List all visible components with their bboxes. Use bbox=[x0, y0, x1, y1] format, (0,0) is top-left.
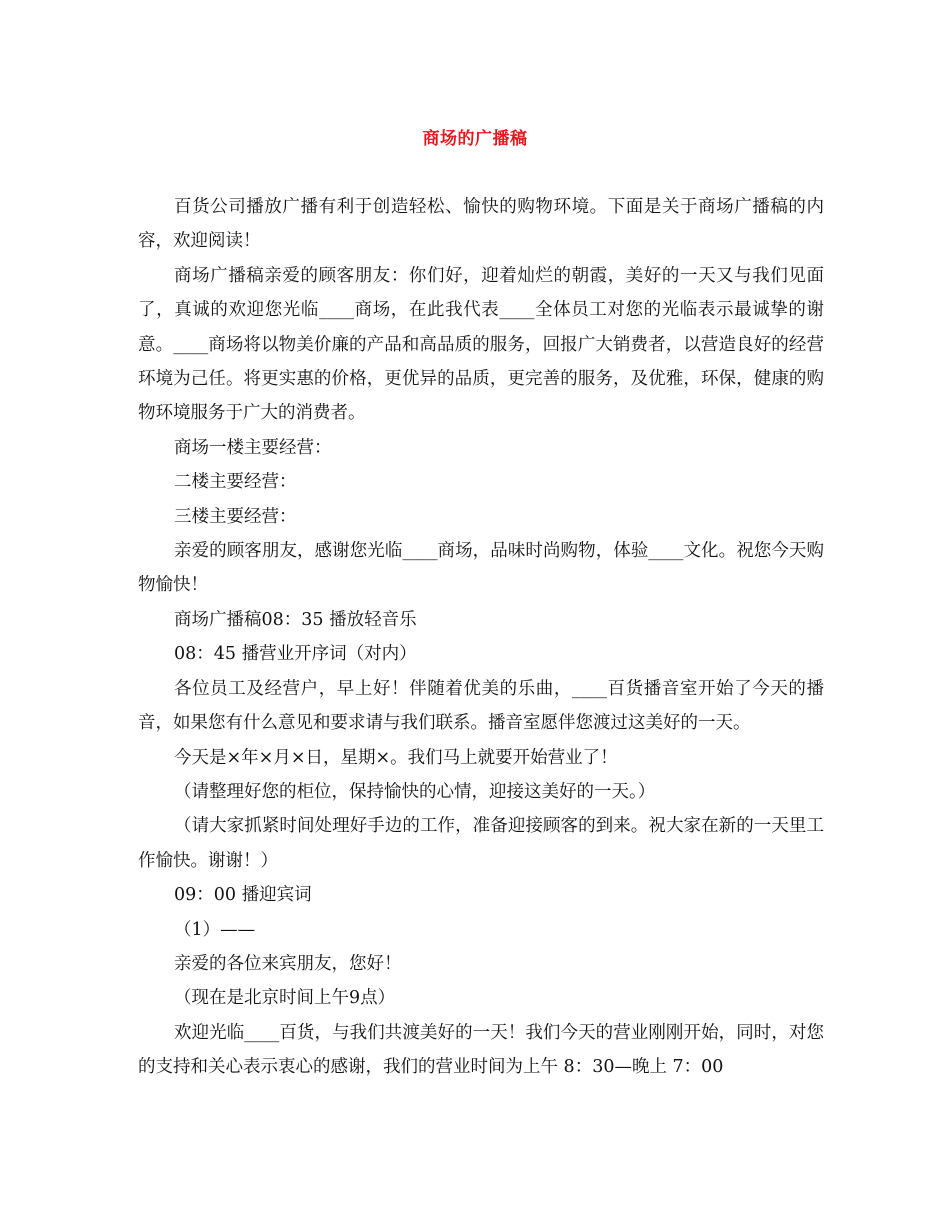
paragraph-item-1: （1）—— bbox=[174, 919, 256, 940]
paragraph-thanks: 亲爱的顾客朋友，感谢您光临____商场，品味时尚购物，体验____文化。祝您今天购物愉快！ bbox=[138, 541, 824, 596]
paragraph-date: 今天是×年×月×日，星期×。我们马上就要开始营业了！ bbox=[174, 747, 618, 768]
paragraph-intro: 百货公司播放广播有利于创造轻松、愉快的购物环境。下面是关于商场广播稿的内容，欢迎阅读！ bbox=[138, 197, 824, 252]
paragraph-greeting: 商场广播稿亲爱的顾客朋友：你们好，迎着灿烂的朝霞，美好的一天又与我们见面了，真诚的欢迎您光临____商场，在此我代表____全体员工对您的光临表示最诚挚的谢意。____商场将以物美价廉的产品和高品质的服务，回报广大销费者，以营造良好的经营环境为己任。将更实惠的价格，更优异的品质，更完善的服务，及优雅，环保，健康的购物环境服务于广大的消费者。 bbox=[138, 265, 824, 424]
paragraph-staff-greeting: 各位员工及经营户，早上好！伴随着优美的乐曲，____百货播音室开始了今天的播音，如果您有什么意见和要求请与我们联系。播音室愿伴您渡过这美好的一天。 bbox=[138, 678, 824, 734]
document-body bbox=[138, 190, 824, 1085]
paragraph-floor-2: 二楼主要经营： bbox=[174, 472, 297, 493]
paragraph-welcome: 亲爱的各位来宾朋友，您好！ bbox=[174, 953, 402, 974]
paragraph-schedule-0900: 09：00 播迎宾词 bbox=[174, 885, 312, 906]
document-title: 商场的广播稿 bbox=[422, 129, 528, 149]
paragraph-floor-1: 商场一楼主要经营： bbox=[174, 437, 332, 458]
paragraph-schedule-0845: 08：45 播营业开序词（对内） bbox=[174, 644, 417, 665]
paragraph-time: （现在是北京时间上午9点） bbox=[174, 988, 396, 1009]
paragraph-schedule-0835: 商场广播稿08：35 播放轻音乐 bbox=[174, 609, 417, 630]
paragraph-floor-3: 三楼主要经营： bbox=[174, 506, 297, 527]
paragraph-opening: 欢迎光临____百货，与我们共渡美好的一天！我们今天的营业刚刚开始，同时，对您的支持和关心表示衷心的感谢，我们的营业时间为上午 8：30—晚上 7：00 bbox=[138, 1022, 824, 1078]
paragraph-note-2: （请大家抓紧时间处理好手边的工作，准备迎接顾客的到来。祝大家在新的一天里工作愉快。谢谢！） bbox=[138, 816, 824, 871]
paragraph-note-1: （请整理好您的柜位，保持愉快的心情，迎接这美好的一天。） bbox=[174, 781, 656, 802]
